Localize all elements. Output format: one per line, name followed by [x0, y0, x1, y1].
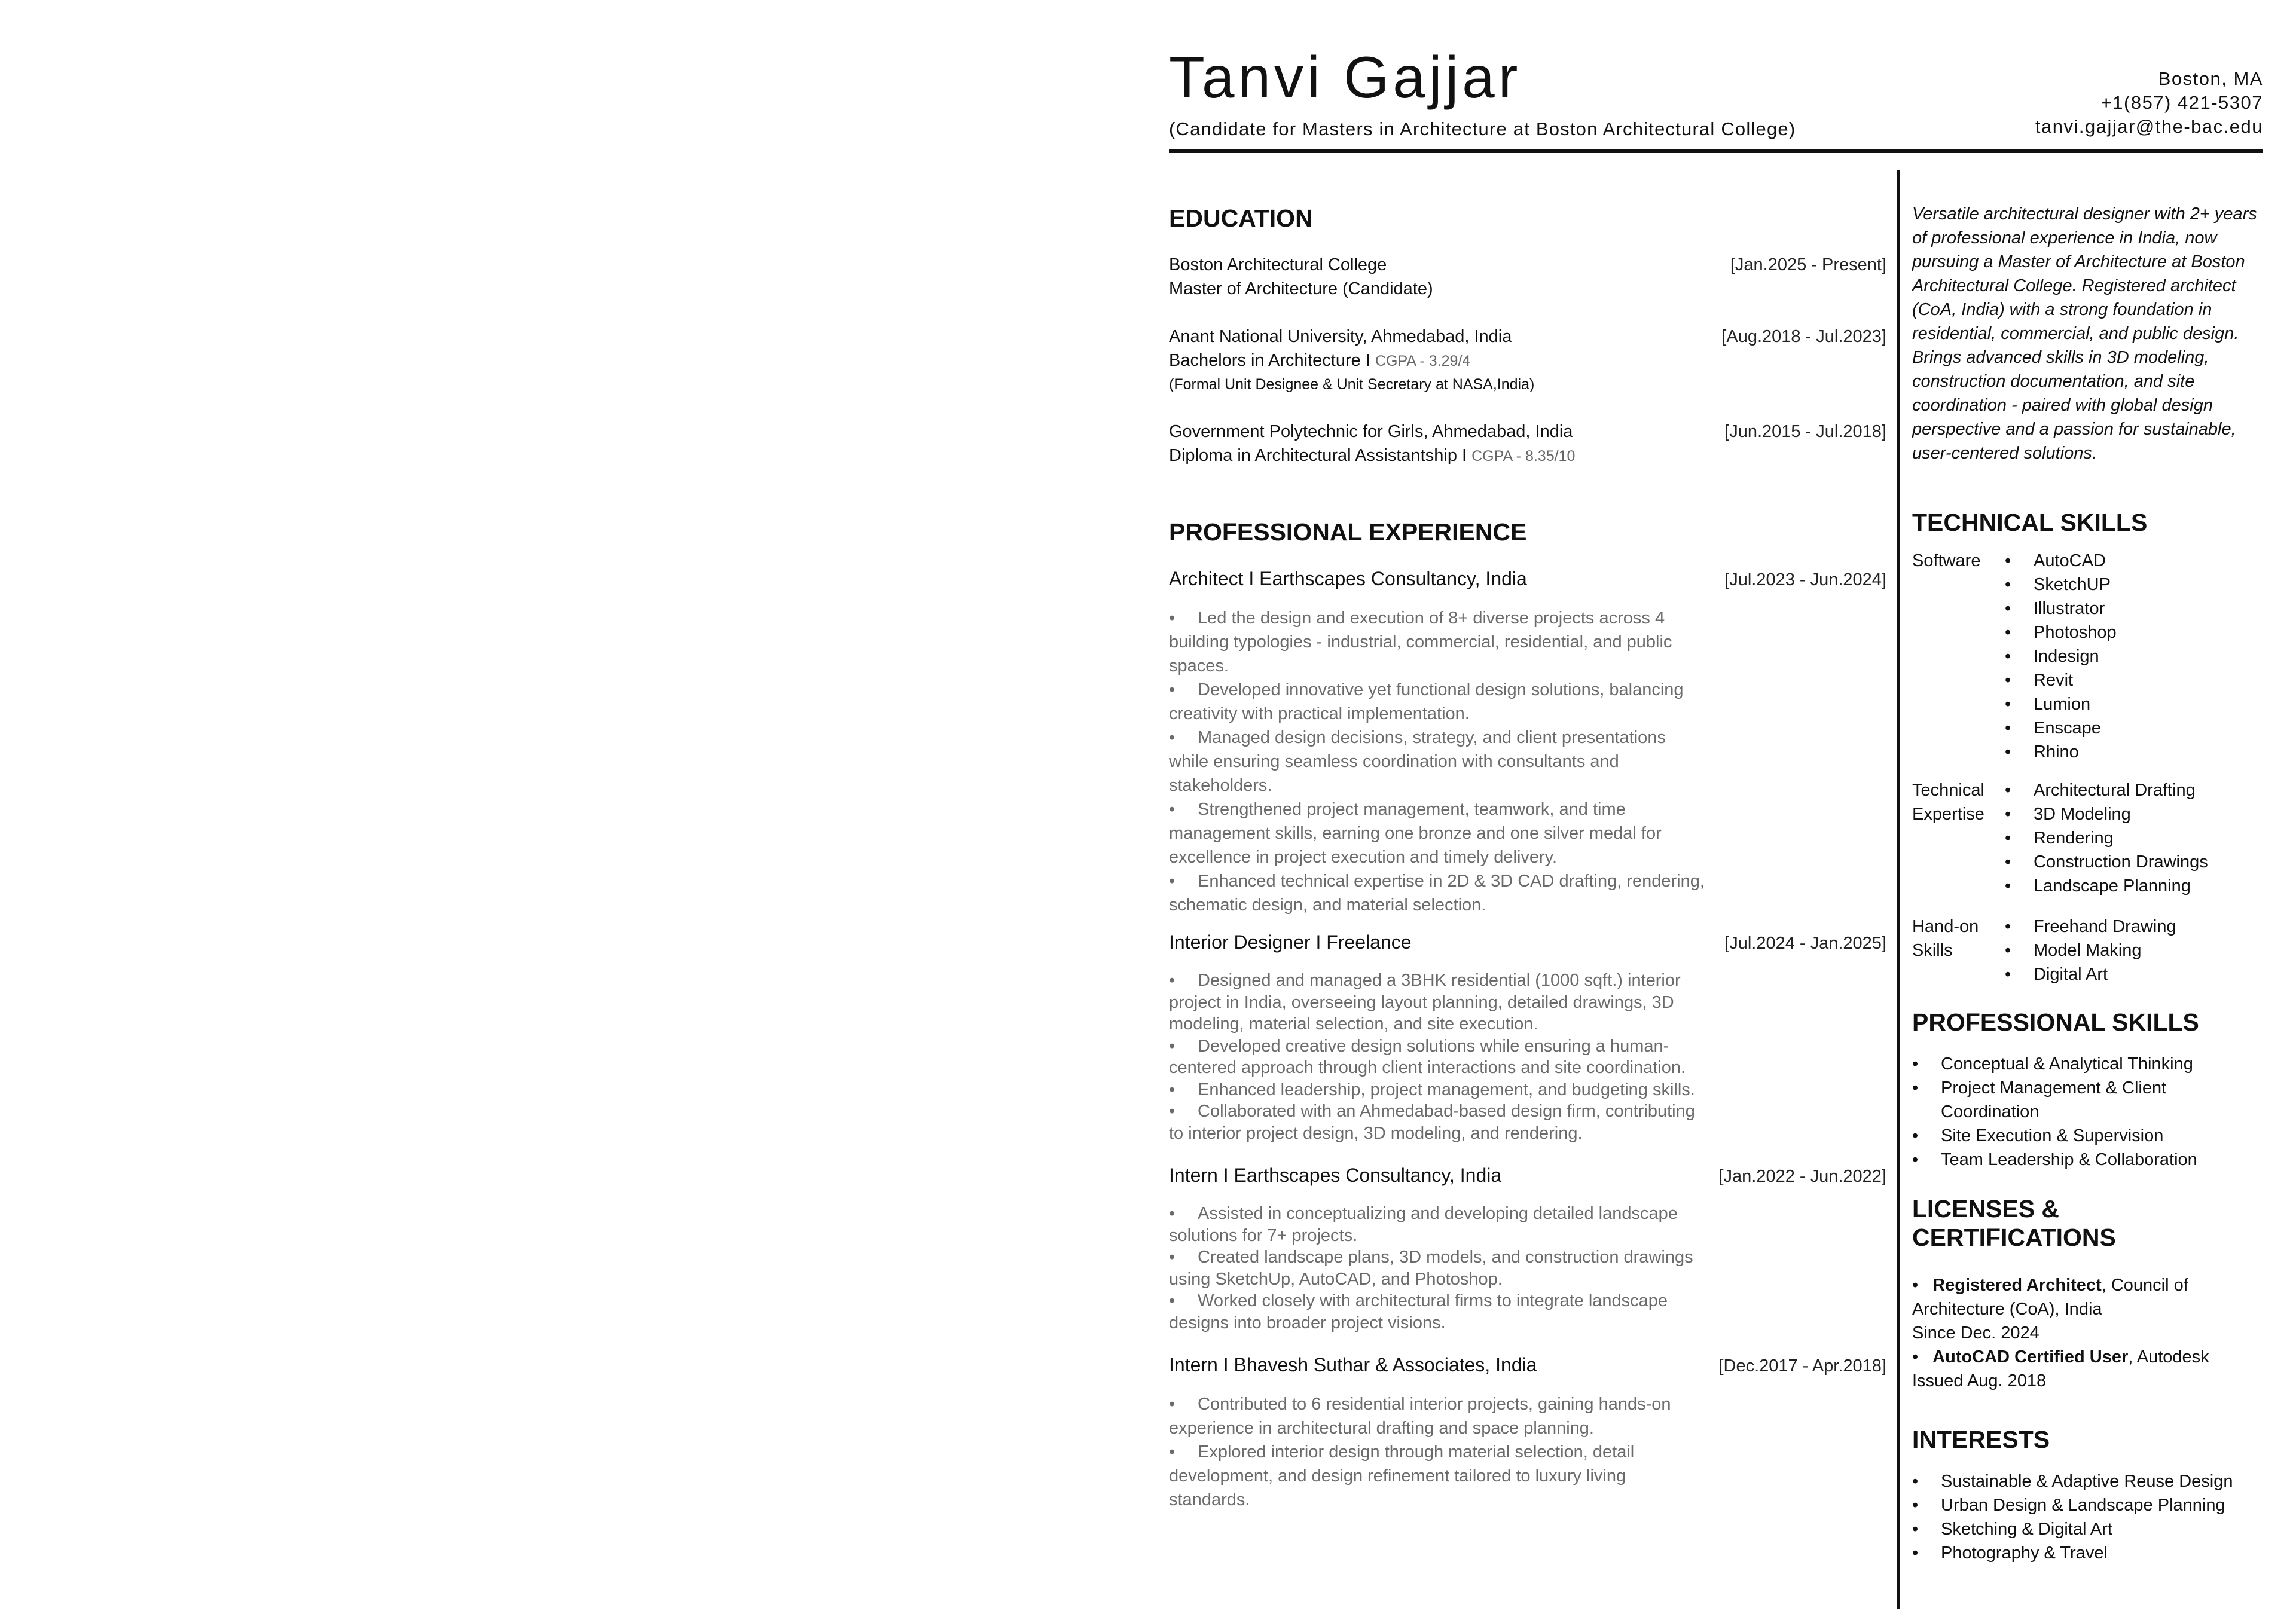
skill-text: Construction Drawings — [2034, 852, 2208, 872]
job-bullet-text: Created landscape plans, 3D models, and construction drawings using SketchUp, AutoCAD, and Photoshop. — [1169, 1248, 1693, 1289]
education-gpa: CGPA - 3.29/4 — [1375, 353, 1471, 369]
job-bullet-text: Strengthened project management, teamwork, and time management skills, earning one bronze and one silver medal for excellence in project execution and timely delivery. — [1169, 800, 1662, 867]
skill-item — [2005, 850, 2263, 874]
job-bullet-text: Explored interior design through material selection, detail development, and design refinement tailored to luxury living standards. — [1169, 1442, 1635, 1509]
bullet-icon: • — [1169, 971, 1176, 990]
education-degree: Bachelors in Architecture I — [1169, 351, 1375, 370]
bullet-icon: • — [1912, 1150, 1919, 1169]
professional-skills-heading: PROFESSIONAL SKILLS — [1912, 1008, 2199, 1036]
profile-summary: Versatile architectural designer with 2+ years of professional experience in India, now pursuing a Master of Architecture at Boston Architectural College. Registered architect (CoA, India) with a strong foundation in residential, commercial, and public design. Brings advanced skills in 3D modeling, construction documentation, and site coordination - paired with global design perspective and a passion for sustainable, user-centered solutions. — [1912, 204, 2257, 463]
job-bullet-text: Enhanced leadership, project management, and budgeting skills. — [1198, 1080, 1695, 1099]
skill-text: Project Management & Client Coordination — [1941, 1078, 2167, 1121]
job-bullet-text: Developed creative design solutions while ensuring a human-centered approach through client interactions and site coordination. — [1169, 1036, 1686, 1077]
job-bullet — [1169, 1079, 1707, 1101]
technical-skills-heading: TECHNICAL SKILLS — [1912, 509, 2148, 536]
skill-item — [2005, 962, 2263, 986]
bullet-icon: • — [2005, 695, 2011, 714]
bullet-icon: • — [1169, 1291, 1176, 1310]
bullet-icon: • — [2005, 719, 2011, 738]
skill-item — [2005, 573, 2263, 597]
job-bullet — [1169, 1035, 1707, 1079]
education-school: Government Polytechnic for Girls, Ahmedabad, India — [1169, 422, 1573, 441]
bullet-icon: • — [2005, 852, 2011, 872]
interest-item — [1912, 1493, 2263, 1517]
education-dates: [Jun.2015 - Jul.2018] — [1724, 422, 1886, 441]
bullet-icon: • — [1169, 680, 1176, 699]
job-entry — [1169, 1353, 1886, 1512]
bullet-icon: • — [2005, 829, 2011, 848]
skill-text: Freehand Drawing — [2034, 917, 2176, 936]
bullet-icon: • — [1169, 1080, 1176, 1099]
skill-item — [2005, 549, 2263, 573]
bullet-icon: • — [2005, 965, 2011, 984]
skill-text: Architectural Drafting — [2034, 781, 2196, 800]
skill-text: Landscape Planning — [2034, 876, 2191, 895]
bullet-icon: • — [2005, 551, 2011, 570]
bullet-icon: • — [2005, 575, 2011, 594]
skill-text: Rhino — [2034, 742, 2079, 762]
education-degree: Master of Architecture (Candidate) — [1169, 279, 1433, 298]
skill-group-software — [1912, 549, 2263, 764]
header-divider — [1169, 149, 2263, 153]
professional-skill-item — [1912, 1076, 2263, 1124]
skill-group-label: Technical Expertise — [1912, 781, 1984, 824]
bullet-icon: • — [1169, 609, 1176, 628]
contact-email[interactable]: tanvi.gajjar@the-bac.edu — [2035, 116, 2263, 137]
job-bullet-text: Collaborated with an Ahmedabad-based design firm, contributing to interior project design, 3D modeling, and rendering. — [1169, 1102, 1695, 1143]
job-bullet — [1169, 1290, 1707, 1334]
education-item — [1169, 420, 1886, 468]
job-bullet — [1169, 869, 1707, 917]
job-bullets — [1169, 970, 1707, 1144]
bullet-icon: • — [2005, 742, 2011, 762]
job-bullet-text: Enhanced technical expertise in 2D & 3D CAD drafting, rendering, schematic design, and material selection. — [1169, 872, 1705, 915]
license-name: Registered Architect — [1932, 1276, 2102, 1295]
skill-item — [2005, 802, 2263, 826]
interest-item — [1912, 1469, 2263, 1493]
bullet-icon: • — [1912, 1543, 1919, 1563]
education-dates: [Aug.2018 - Jul.2023] — [1721, 327, 1886, 346]
bullet-icon: • — [1912, 1276, 1919, 1295]
job-bullet — [1169, 970, 1707, 1035]
skill-list — [1912, 549, 2263, 764]
skill-item — [2005, 826, 2263, 850]
license-issuer: , Council of Architecture (CoA), India — [1912, 1276, 2188, 1319]
bullet-icon: • — [1912, 1496, 1919, 1515]
job-dates: [Jan.2022 - Jun.2022] — [1718, 1167, 1886, 1186]
skill-text: Enscape — [2034, 719, 2101, 738]
license-date: Since Dec. 2024 — [1912, 1324, 2039, 1343]
skill-item — [2005, 597, 2263, 621]
job-title: Intern I Bhavesh Suthar & Associates, India — [1169, 1354, 1537, 1376]
interest-text: Urban Design & Landscape Planning — [1941, 1496, 2225, 1515]
skill-item — [2005, 716, 2263, 740]
job-bullet — [1169, 1203, 1707, 1246]
bullet-icon: • — [1912, 1078, 1919, 1098]
bullet-icon: • — [1169, 728, 1176, 747]
bullet-icon: • — [2005, 941, 2011, 960]
skill-text: Conceptual & Analytical Thinking — [1941, 1055, 2193, 1074]
skill-text: Digital Art — [2034, 965, 2108, 984]
education-heading: EDUCATION — [1169, 204, 1313, 232]
right-column — [1912, 159, 2263, 1565]
license-date: Issued Aug. 2018 — [1912, 1371, 2047, 1390]
professional-skill-item — [1912, 1148, 2263, 1172]
bullet-icon: • — [1169, 1036, 1176, 1056]
bullet-icon: • — [2005, 671, 2011, 690]
skill-text: Rendering — [2034, 829, 2114, 848]
job-dates: [Jul.2023 - Jun.2024] — [1724, 570, 1886, 589]
job-bullets — [1169, 1203, 1707, 1334]
skill-item — [2005, 915, 2263, 939]
skill-text: Team Leadership & Collaboration — [1941, 1150, 2197, 1169]
skill-group-hand-on — [1912, 915, 2263, 986]
bullet-icon: • — [1169, 1248, 1176, 1267]
job-bullet — [1169, 1101, 1707, 1144]
job-bullets — [1169, 1392, 1707, 1512]
bullet-icon: • — [1169, 1204, 1176, 1223]
job-dates: [Dec.2017 - Apr.2018] — [1718, 1356, 1886, 1376]
education-dates: [Jan.2025 - Present] — [1730, 255, 1886, 274]
education-school-row — [1169, 420, 1886, 444]
skill-text: Illustrator — [2034, 599, 2105, 618]
skill-group-label: Software — [1912, 551, 1981, 570]
bullet-icon: • — [1912, 1520, 1919, 1539]
bullet-icon: • — [2005, 647, 2011, 666]
licenses-list — [1912, 1273, 2263, 1393]
job-bullets — [1169, 606, 1707, 917]
job-bullet-text: Led the design and execution of 8+ diverse projects across 4 building typologies - industrial, commercial, residential, and public spaces. — [1169, 609, 1672, 676]
skill-item — [2005, 778, 2263, 802]
education-gpa: CGPA - 8.35/10 — [1471, 448, 1576, 464]
license-name: AutoCAD Certified User — [1932, 1347, 2129, 1367]
contact-block — [2035, 67, 2263, 139]
skill-item — [2005, 644, 2263, 668]
education-degree: Diploma in Architectural Assistantship I — [1169, 446, 1472, 465]
education-school: Boston Architectural College — [1169, 255, 1387, 274]
contact-location: Boston, MA — [2158, 68, 2263, 89]
bullet-icon: • — [1169, 1442, 1176, 1462]
education-school: Anant National University, Ahmedabad, India — [1169, 327, 1512, 346]
bullet-icon: • — [1169, 1395, 1176, 1414]
candidate-name: Tanvi Gajjar — [1169, 44, 1522, 110]
skill-text: Photoshop — [2034, 623, 2117, 642]
job-title-row — [1169, 930, 1886, 954]
job-title: Interior Designer I Freelance — [1169, 931, 1412, 953]
skill-text: AutoCAD — [2034, 551, 2106, 570]
skill-text: Lumion — [2034, 695, 2091, 714]
skill-item — [2005, 621, 2263, 644]
job-title-row — [1169, 1353, 1886, 1377]
column-divider — [1897, 170, 1900, 1609]
job-bullet-text: Designed and managed a 3BHK residential (1000 sqft.) interior project in India, overseeing layout planning, detailed drawings, 3D modeling, material selection, and site execution. — [1169, 971, 1681, 1034]
job-bullet — [1169, 1392, 1707, 1440]
job-bullet — [1169, 726, 1707, 797]
job-bullet-text: Developed innovative yet functional design solutions, balancing creativity with practical implementation. — [1169, 680, 1684, 723]
bullet-icon: • — [1169, 1102, 1176, 1121]
left-column — [1169, 159, 1886, 1512]
skill-group-technical-expertise — [1912, 778, 2263, 898]
job-title: Architect I Earthscapes Consultancy, India — [1169, 568, 1527, 589]
job-bullet-text: Assisted in conceptualizing and developing detailed landscape solutions for 7+ projects. — [1169, 1204, 1678, 1245]
licenses-heading: LICENSES & CERTIFICATIONS — [1912, 1195, 2116, 1251]
skill-text: Indesign — [2034, 647, 2099, 666]
bullet-icon: • — [1169, 872, 1176, 891]
professional-skill-item — [1912, 1124, 2263, 1148]
bullet-icon: • — [2005, 781, 2011, 800]
job-title-row — [1169, 1163, 1886, 1187]
education-item — [1169, 253, 1886, 301]
skill-item — [2005, 874, 2263, 898]
job-title: Intern I Earthscapes Consultancy, India — [1169, 1164, 1502, 1186]
bullet-icon: • — [1912, 1055, 1919, 1074]
resume-page — [1169, 42, 2263, 1608]
skill-group-label: Hand-on Skills — [1912, 917, 1979, 960]
job-bullet-text: Contributed to 6 residential interior projects, gaining hands-on experience in architectural drafting and space planning. — [1169, 1395, 1671, 1438]
interest-text: Sustainable & Adaptive Reuse Design — [1941, 1472, 2233, 1491]
education-item — [1169, 325, 1886, 396]
bullet-icon: • — [1169, 800, 1176, 819]
skill-text: SketchUP — [2034, 575, 2111, 594]
job-entry — [1169, 930, 1886, 1144]
license-item — [1912, 1345, 2263, 1369]
skill-item — [2005, 668, 2263, 692]
bullet-icon: • — [2005, 805, 2011, 824]
job-bullet — [1169, 797, 1707, 869]
skill-text: Site Execution & Supervision — [1941, 1126, 2164, 1145]
job-bullet-text: Worked closely with architectural firms to integrate landscape designs into broader project visions. — [1169, 1291, 1668, 1332]
education-note: (Formal Unit Designee & Unit Secretary at NASA,India) — [1169, 376, 1535, 393]
interests-heading: INTERESTS — [1912, 1426, 2050, 1453]
bullet-icon: • — [1912, 1347, 1919, 1367]
bullet-icon: • — [2005, 917, 2011, 936]
skill-text: Model Making — [2034, 941, 2142, 960]
interest-text: Sketching & Digital Art — [1941, 1520, 2112, 1539]
education-degree-row — [1169, 444, 1886, 468]
professional-skills-list — [1912, 1052, 2263, 1172]
bullet-icon: • — [2005, 623, 2011, 642]
job-bullet-text: Managed design decisions, strategy, and client presentations while ensuring seamless coordination with consultants and stakeholders. — [1169, 728, 1666, 795]
job-bullet — [1169, 606, 1707, 678]
education-school-row — [1169, 253, 1886, 277]
job-entry — [1169, 1163, 1886, 1334]
bullet-icon: • — [1912, 1472, 1919, 1491]
skill-text: Revit — [2034, 671, 2074, 690]
job-title-row — [1169, 567, 1886, 591]
education-degree-row — [1169, 349, 1886, 373]
experience-heading: PROFESSIONAL EXPERIENCE — [1169, 518, 1527, 546]
job-entry — [1169, 567, 1886, 917]
interest-text: Photography & Travel — [1941, 1543, 2108, 1563]
license-item — [1912, 1273, 2263, 1321]
candidate-subtitle: (Candidate for Masters in Architecture at Boston Architectural College) — [1169, 118, 1796, 139]
bullet-icon: • — [1912, 1126, 1919, 1145]
skill-item — [2005, 939, 2263, 962]
skill-item — [2005, 740, 2263, 764]
skill-text: 3D Modeling — [2034, 805, 2131, 824]
job-dates: [Jul.2024 - Jan.2025] — [1724, 934, 1886, 953]
job-bullet — [1169, 678, 1707, 726]
skill-item — [2005, 692, 2263, 716]
contact-phone: +1(857) 421-5307 — [2100, 92, 2263, 113]
job-bullet — [1169, 1246, 1707, 1290]
interest-item — [1912, 1541, 2263, 1565]
bullet-icon: • — [2005, 599, 2011, 618]
job-bullet — [1169, 1440, 1707, 1512]
interests-list — [1912, 1469, 2263, 1565]
bullet-icon: • — [2005, 876, 2011, 895]
professional-skill-item — [1912, 1052, 2263, 1076]
license-issuer: , Autodesk — [2128, 1347, 2209, 1367]
education-school-row — [1169, 325, 1886, 349]
interest-item — [1912, 1517, 2263, 1541]
